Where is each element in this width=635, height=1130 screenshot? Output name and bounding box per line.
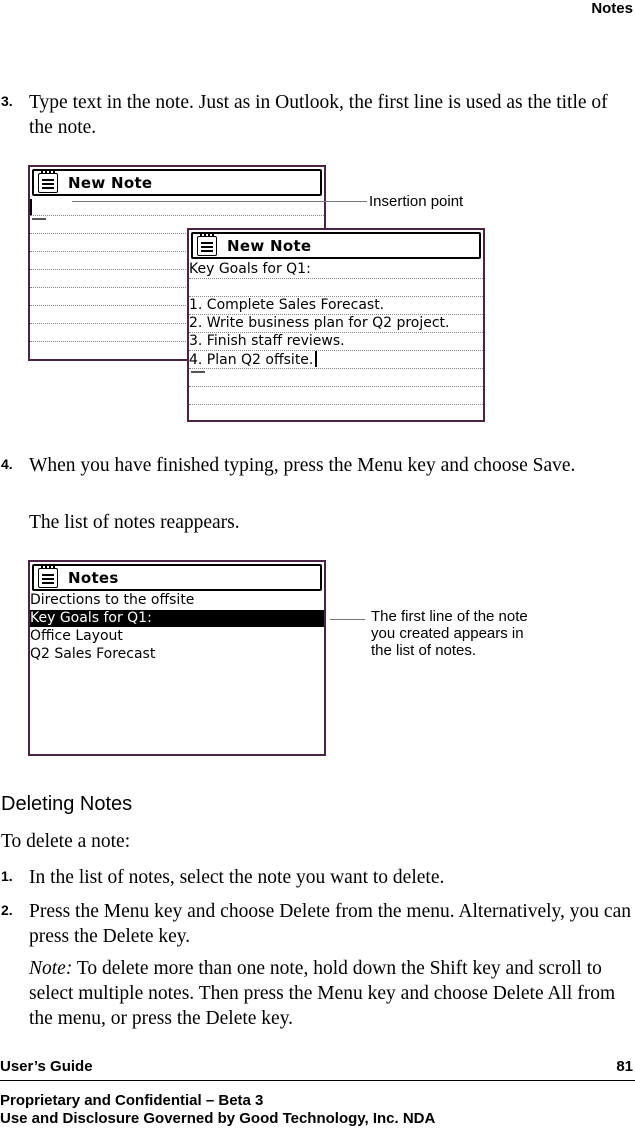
notes-list-screen [28,560,326,756]
step-number: 3. [1,93,13,109]
note-paragraph [29,956,633,1031]
callout-leader [72,201,367,202]
note-label: Note: [29,958,73,979]
notepad-icon [197,236,217,256]
note-line: 1. Complete Sales Forecast. [189,297,385,313]
screen-title: New Note [227,237,312,255]
callout-first-line [371,608,528,659]
confidentiality-notice [0,1092,435,1128]
underscore-mark [191,371,205,373]
note-line: Key Goals for Q1: [189,261,311,277]
page-number: 81 [616,1058,633,1075]
new-note-screen-filled [187,228,485,422]
footer-rule [0,1080,635,1081]
notepad-icon [38,173,58,193]
title-bar [191,232,481,259]
callout-line: you created appears in [371,625,524,642]
note-list-item[interactable]: Office Layout [30,628,123,644]
step-text: When you have finished typing, press the Menu key and choose Save. [29,455,576,476]
note-line: 2. Write business plan for Q2 project. [189,315,450,331]
step-text: Type text in the note. Just as in Outlook, the first line is used as the title of the note. [29,92,608,138]
confidentiality-line: Use and Disclosure Governed by Good Technology, Inc. NDA [0,1110,436,1127]
callout-insertion-point: Insertion point [369,193,464,210]
screen-title: New Note [68,174,153,192]
note-line-with-cursor [189,351,317,369]
note-text: To delete more than one note, hold down the Shift key and scroll to select multiple notes. Then press the Menu key and choose Delete All from the menu, or press the Delete key. [29,958,616,1029]
step-number: 2. [1,902,13,918]
footer-title: User’s Guide [0,1058,93,1075]
step-number: 1. [1,868,13,884]
title-bar [32,564,322,591]
callout-leader [330,619,365,620]
note-list-item[interactable]: Q2 Sales Forecast [30,646,156,662]
step-number: 4. [1,456,13,472]
note-line: 3. Finish staff reviews. [189,333,345,349]
insertion-cursor [315,351,317,367]
note-list-item[interactable]: Directions to the offsite [30,592,195,608]
title-bar [32,169,322,196]
step-text: In the list of notes, select the note you want to delete. [29,867,445,888]
underscore-mark [32,218,46,220]
notepad-icon [38,568,58,588]
note-line: 4. Plan Q2 offsite. [189,352,314,368]
note-list-item-selected[interactable]: Key Goals for Q1: [30,610,324,627]
insertion-cursor [30,199,32,215]
screen-title: Notes [68,569,119,587]
section-heading: Deleting Notes [1,793,133,815]
step-4-followup: The list of notes reappears. [29,512,240,533]
callout-line: the list of notes. [371,642,477,659]
confidentiality-line: Proprietary and Confidential – Beta 3 [0,1092,264,1109]
step-text: Press the Menu key and choose Delete from the menu. Alternatively, you can press the Delete key. [29,901,631,947]
section-intro: To delete a note: [1,831,131,852]
callout-line: The first line of the note [371,608,528,625]
running-head: Notes [591,0,633,17]
